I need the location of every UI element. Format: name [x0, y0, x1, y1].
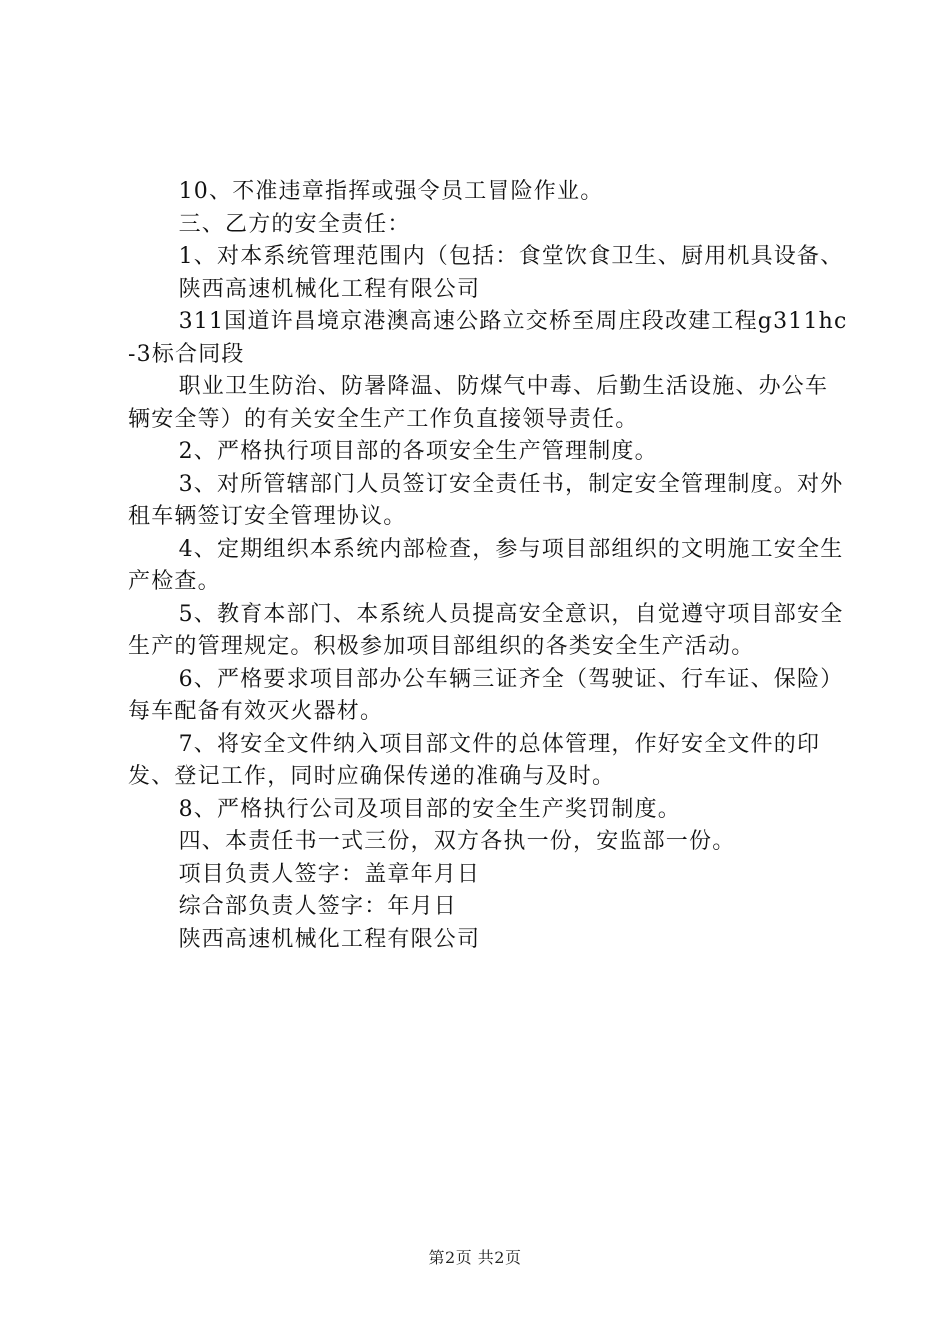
paragraph-item-4: 4、定期组织本系统内部检查，参与项目部组织的文明施工安全生产检查。 [128, 536, 844, 594]
company-name-signoff: 陕西高速机械化工程有限公司 [178, 926, 481, 952]
paragraph-item-1-continued: 职业卫生防治、防暑降温、防煤气中毒、后勤生活设施、办公车辆安全等）的有关安全生产工作负直接领导责任。 [128, 374, 829, 432]
company-name-header: 陕西高速机械化工程有限公司 [178, 276, 481, 302]
section-copies-note: 四、本责任书一式三份，双方各执一份，安监部一份。 [178, 829, 736, 854]
paragraph-item-5: 5、教育本部门、本系统人员提高安全意识，自觉遵守项目部安全生产的管理规定。积极参加项目部组织的各类安全生产活动。 [128, 601, 844, 659]
signature-line-general-dept: 综合部负责人签字：年月日 [178, 894, 457, 919]
project-name-header: 311国道许昌境京港澳高速公路立交桥至周庄段改建工程g311hc-3标合同段 [128, 309, 848, 367]
paragraph-item-3: 3、对所管辖部门人员签订安全责任书，制定安全管理制度。对外租车辆签订安全管理协议。 [128, 471, 844, 529]
section-heading-party-b: 三、乙方的安全责任： [178, 211, 411, 237]
paragraph-item-2: 2、严格执行项目部的各项安全生产管理制度。 [178, 439, 658, 464]
document-body [128, 176, 850, 956]
paragraph-item-10: 10、不准违章指挥或强令员工冒险作业。 [178, 179, 604, 204]
paragraph-item-6: 6、严格要求项目部办公车辆三证齐全（驾驶证、行车证、保险）每车配备有效灭火器材。 [128, 666, 844, 724]
paragraph-item-7: 7、将安全文件纳入项目部文件的总体管理，作好安全文件的印发、登记工作，同时应确保传递的准确与及时。 [128, 731, 821, 789]
signature-line-project-lead: 项目负责人签字：盖章年月日 [178, 861, 481, 887]
page-number-footer: 第2页 共2页 [428, 1248, 522, 1267]
paragraph-item-8: 8、严格执行公司及项目部的安全生产奖罚制度。 [178, 796, 681, 822]
paragraph-item-1: 1、对本系统管理范围内（包括：食堂饮食卫生、厨用机具设备、 [178, 244, 844, 269]
